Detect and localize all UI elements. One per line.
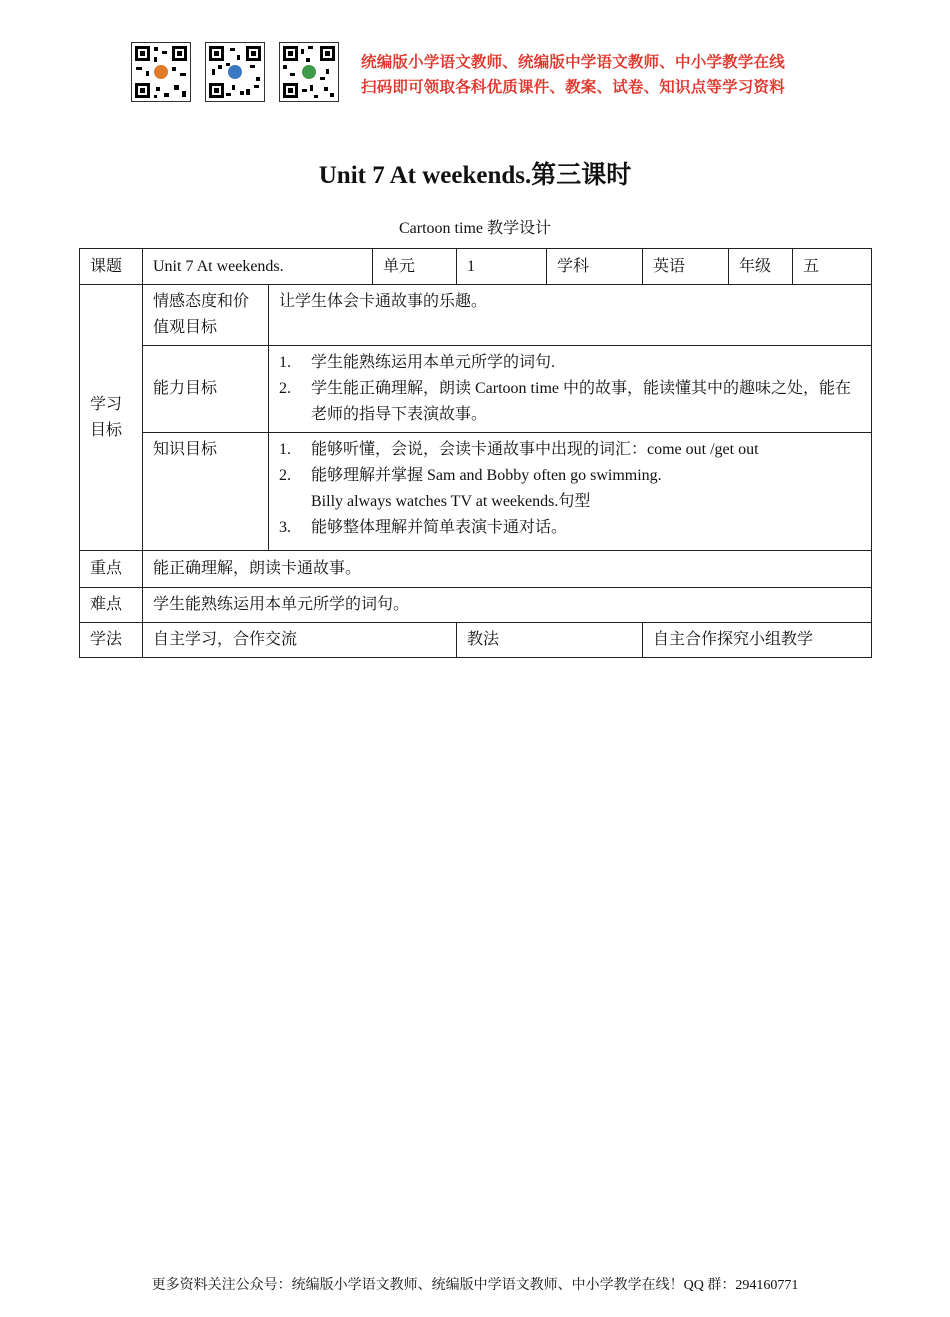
table-row	[80, 551, 872, 588]
table-row	[80, 433, 872, 551]
topic-value: Unit 7 At weekends.	[143, 249, 373, 285]
footer-note: 更多资料关注公众号：统编版小学语文教师、统编版中学语文教师、中小学教学在线！QQ 群：294160771	[151, 1278, 799, 1293]
qr-badge	[228, 65, 242, 79]
list-item: 2. 学生能正确理解，朗读 Cartoon time 中的故事，能读懂其中的趣味之处，能在老师的指导下表演故事。	[279, 380, 851, 423]
unit-value: 1	[457, 249, 547, 285]
objectives-label: 学习目标	[80, 285, 143, 551]
table-row	[80, 285, 872, 346]
list-item: 3. 能够整体理解并简单表演卡通对话。	[279, 519, 568, 536]
knowledge-label: 知识目标	[143, 433, 269, 551]
table-row	[80, 623, 872, 658]
subject-value: 英语	[643, 249, 729, 285]
promo-banner-line-1: 统编版小学语文教师、统编版中学语文教师、中小学教学在线	[361, 53, 785, 71]
subject-label: 学科	[547, 249, 643, 285]
list-item: 1. 能够听懂，会说，会读卡通故事中出现的词汇：come out /get out	[279, 441, 759, 458]
qr-code-icon	[132, 43, 190, 101]
qr-code-2	[205, 42, 265, 102]
document-title: Unit 7 At weekends.第三课时	[318, 162, 632, 189]
grade-value: 五	[793, 249, 872, 285]
topic-label: 课题	[80, 249, 143, 285]
promo-banner-line-2: 扫码即可领取各科优质课件、教案、试卷、知识点等学习资料	[361, 78, 785, 96]
table-row	[80, 588, 872, 623]
ability-list-cell	[269, 346, 872, 433]
qr-code-1	[131, 42, 191, 102]
knowledge-list-cell	[269, 433, 872, 551]
emotion-label: 情感态度和价值观目标	[143, 285, 269, 346]
study-method-value: 自主学习，合作交流	[143, 623, 457, 658]
qr-code-icon	[280, 43, 338, 101]
table-row	[80, 249, 872, 285]
difficulty-label: 难点	[80, 588, 143, 623]
ability-label: 能力目标	[143, 346, 269, 433]
unit-label: 单元	[373, 249, 457, 285]
teach-method-label: 教法	[457, 623, 643, 658]
key-point-label: 重点	[80, 551, 143, 588]
emotion-text: 让学生体会卡通故事的乐趣。	[269, 285, 872, 346]
ability-list	[279, 350, 865, 428]
teach-method-value: 自主合作探究小组教学	[643, 623, 872, 658]
difficulty-text: 学生能熟练运用本单元所学的词句。	[143, 588, 872, 623]
lesson-plan-table	[79, 248, 872, 658]
study-method-label: 学法	[80, 623, 143, 658]
qr-badge	[302, 65, 316, 79]
list-item: 2. 能够理解并掌握 Sam and Bobby often go swimming. Billy always watches TV at weekends.句型	[279, 467, 662, 510]
grade-label: 年级	[729, 249, 793, 285]
knowledge-list	[279, 437, 865, 541]
key-point-text: 能正确理解，朗读卡通故事。	[143, 551, 872, 588]
list-item: 1. 学生能熟练运用本单元所学的词句.	[279, 354, 556, 371]
qr-badge	[154, 65, 168, 79]
document-subtitle: Cartoon time 教学设计	[399, 220, 551, 237]
qr-code-icon	[206, 43, 264, 101]
qr-code-3	[279, 42, 339, 102]
table-row	[80, 346, 872, 433]
